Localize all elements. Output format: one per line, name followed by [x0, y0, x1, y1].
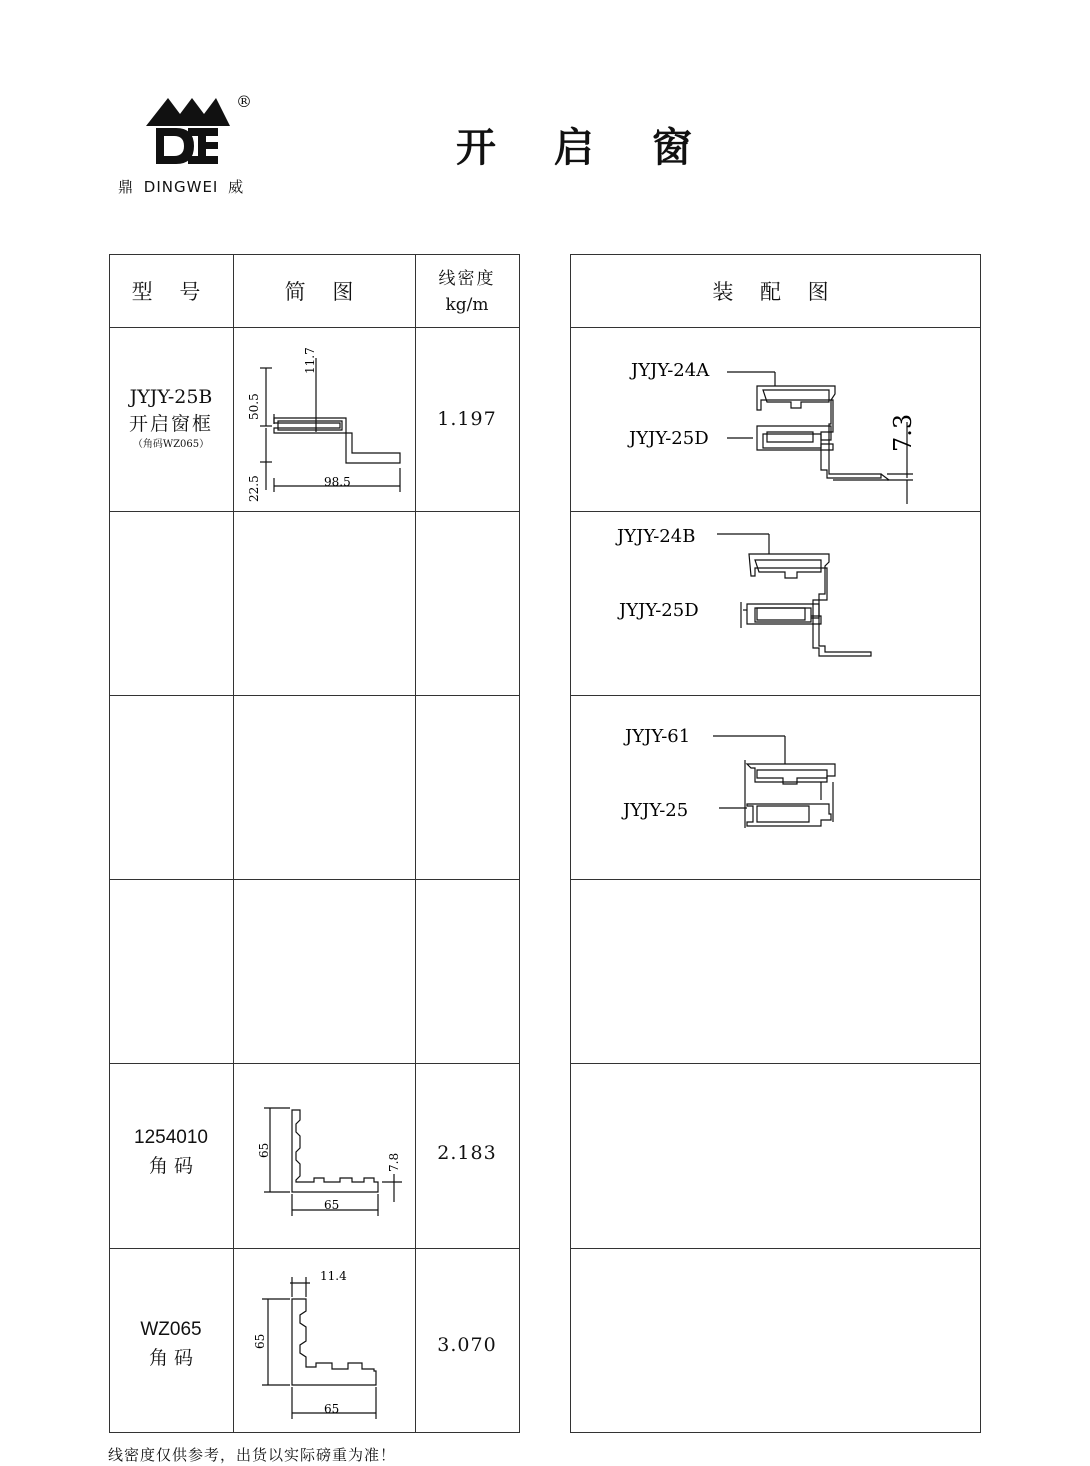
assembly-1-drawing: [571, 328, 979, 510]
row6-dim-3: 65: [324, 1402, 340, 1416]
row1-dim-2: 50.5: [247, 393, 261, 420]
row5-model-cell: [109, 1124, 233, 1180]
row1-model: JYJY-25B: [129, 386, 213, 408]
brand-right-char: 威: [228, 178, 245, 196]
header-density-label: 线密度: [438, 269, 496, 289]
row1-dim-3: 22.5: [247, 475, 261, 502]
assembly-3-label-top: JYJY-61: [625, 726, 691, 747]
assembly-1-dim: 7.3: [889, 413, 917, 452]
row1-note: （角码WZ065）: [132, 439, 210, 450]
assembly-3-label-bottom: JYJY-25: [623, 800, 689, 821]
row1-sketch-drawing: [234, 328, 414, 510]
row1-density: 1.197: [437, 408, 497, 430]
brand-name: DINGWEI: [143, 178, 219, 196]
footnote: 线密度仅供参考，出货以实际磅重为准！: [108, 1446, 397, 1464]
header-sketch: 简 图: [284, 280, 364, 304]
row1-name: 开启窗框: [128, 413, 213, 435]
row5-dim-2: 7.8: [387, 1152, 401, 1172]
row6-dim-2: 65: [253, 1333, 267, 1349]
row1-dim-1: 11.7: [303, 347, 317, 374]
row1-model-cell: [109, 384, 233, 452]
row6-sketch-drawing: [234, 1249, 414, 1431]
header-assembly: 装 配 图: [712, 280, 839, 304]
row1-dim-4: 98.5: [324, 475, 351, 489]
row5-density: 2.183: [437, 1142, 497, 1164]
row5-model: 1254010: [134, 1127, 208, 1148]
row6-dim-1: 11.4: [320, 1269, 347, 1283]
row5-dim-3: 65: [324, 1198, 340, 1212]
header-model: 型 号: [131, 280, 211, 304]
assembly-3-drawing: [571, 696, 979, 878]
row5-name: 角 码: [148, 1155, 194, 1177]
row6-name: 角 码: [148, 1347, 194, 1369]
brand-left-char: 鼎: [118, 178, 135, 196]
header-density-unit: kg/m: [445, 295, 489, 315]
row5-dim-1: 65: [257, 1142, 271, 1158]
row6-model-cell: [109, 1316, 233, 1372]
assembly-2-label-bottom: JYJY-25D: [619, 600, 699, 621]
row6-density: 3.070: [437, 1334, 497, 1356]
assembly-1-label-top: JYJY-24A: [631, 360, 710, 381]
page-title: 开 启 窗: [456, 125, 714, 171]
registered-mark: ®: [236, 92, 252, 111]
assembly-1-label-bottom: JYJY-25D: [629, 428, 709, 449]
brand-name-row: [118, 176, 244, 197]
header-density: [415, 266, 519, 318]
brand-logo: [118, 92, 268, 202]
row5-sketch-drawing: [234, 1064, 414, 1247]
row6-model: WZ065: [140, 1319, 202, 1340]
assembly-2-drawing: [571, 512, 979, 694]
assembly-2-label-top: JYJY-24B: [617, 526, 696, 547]
